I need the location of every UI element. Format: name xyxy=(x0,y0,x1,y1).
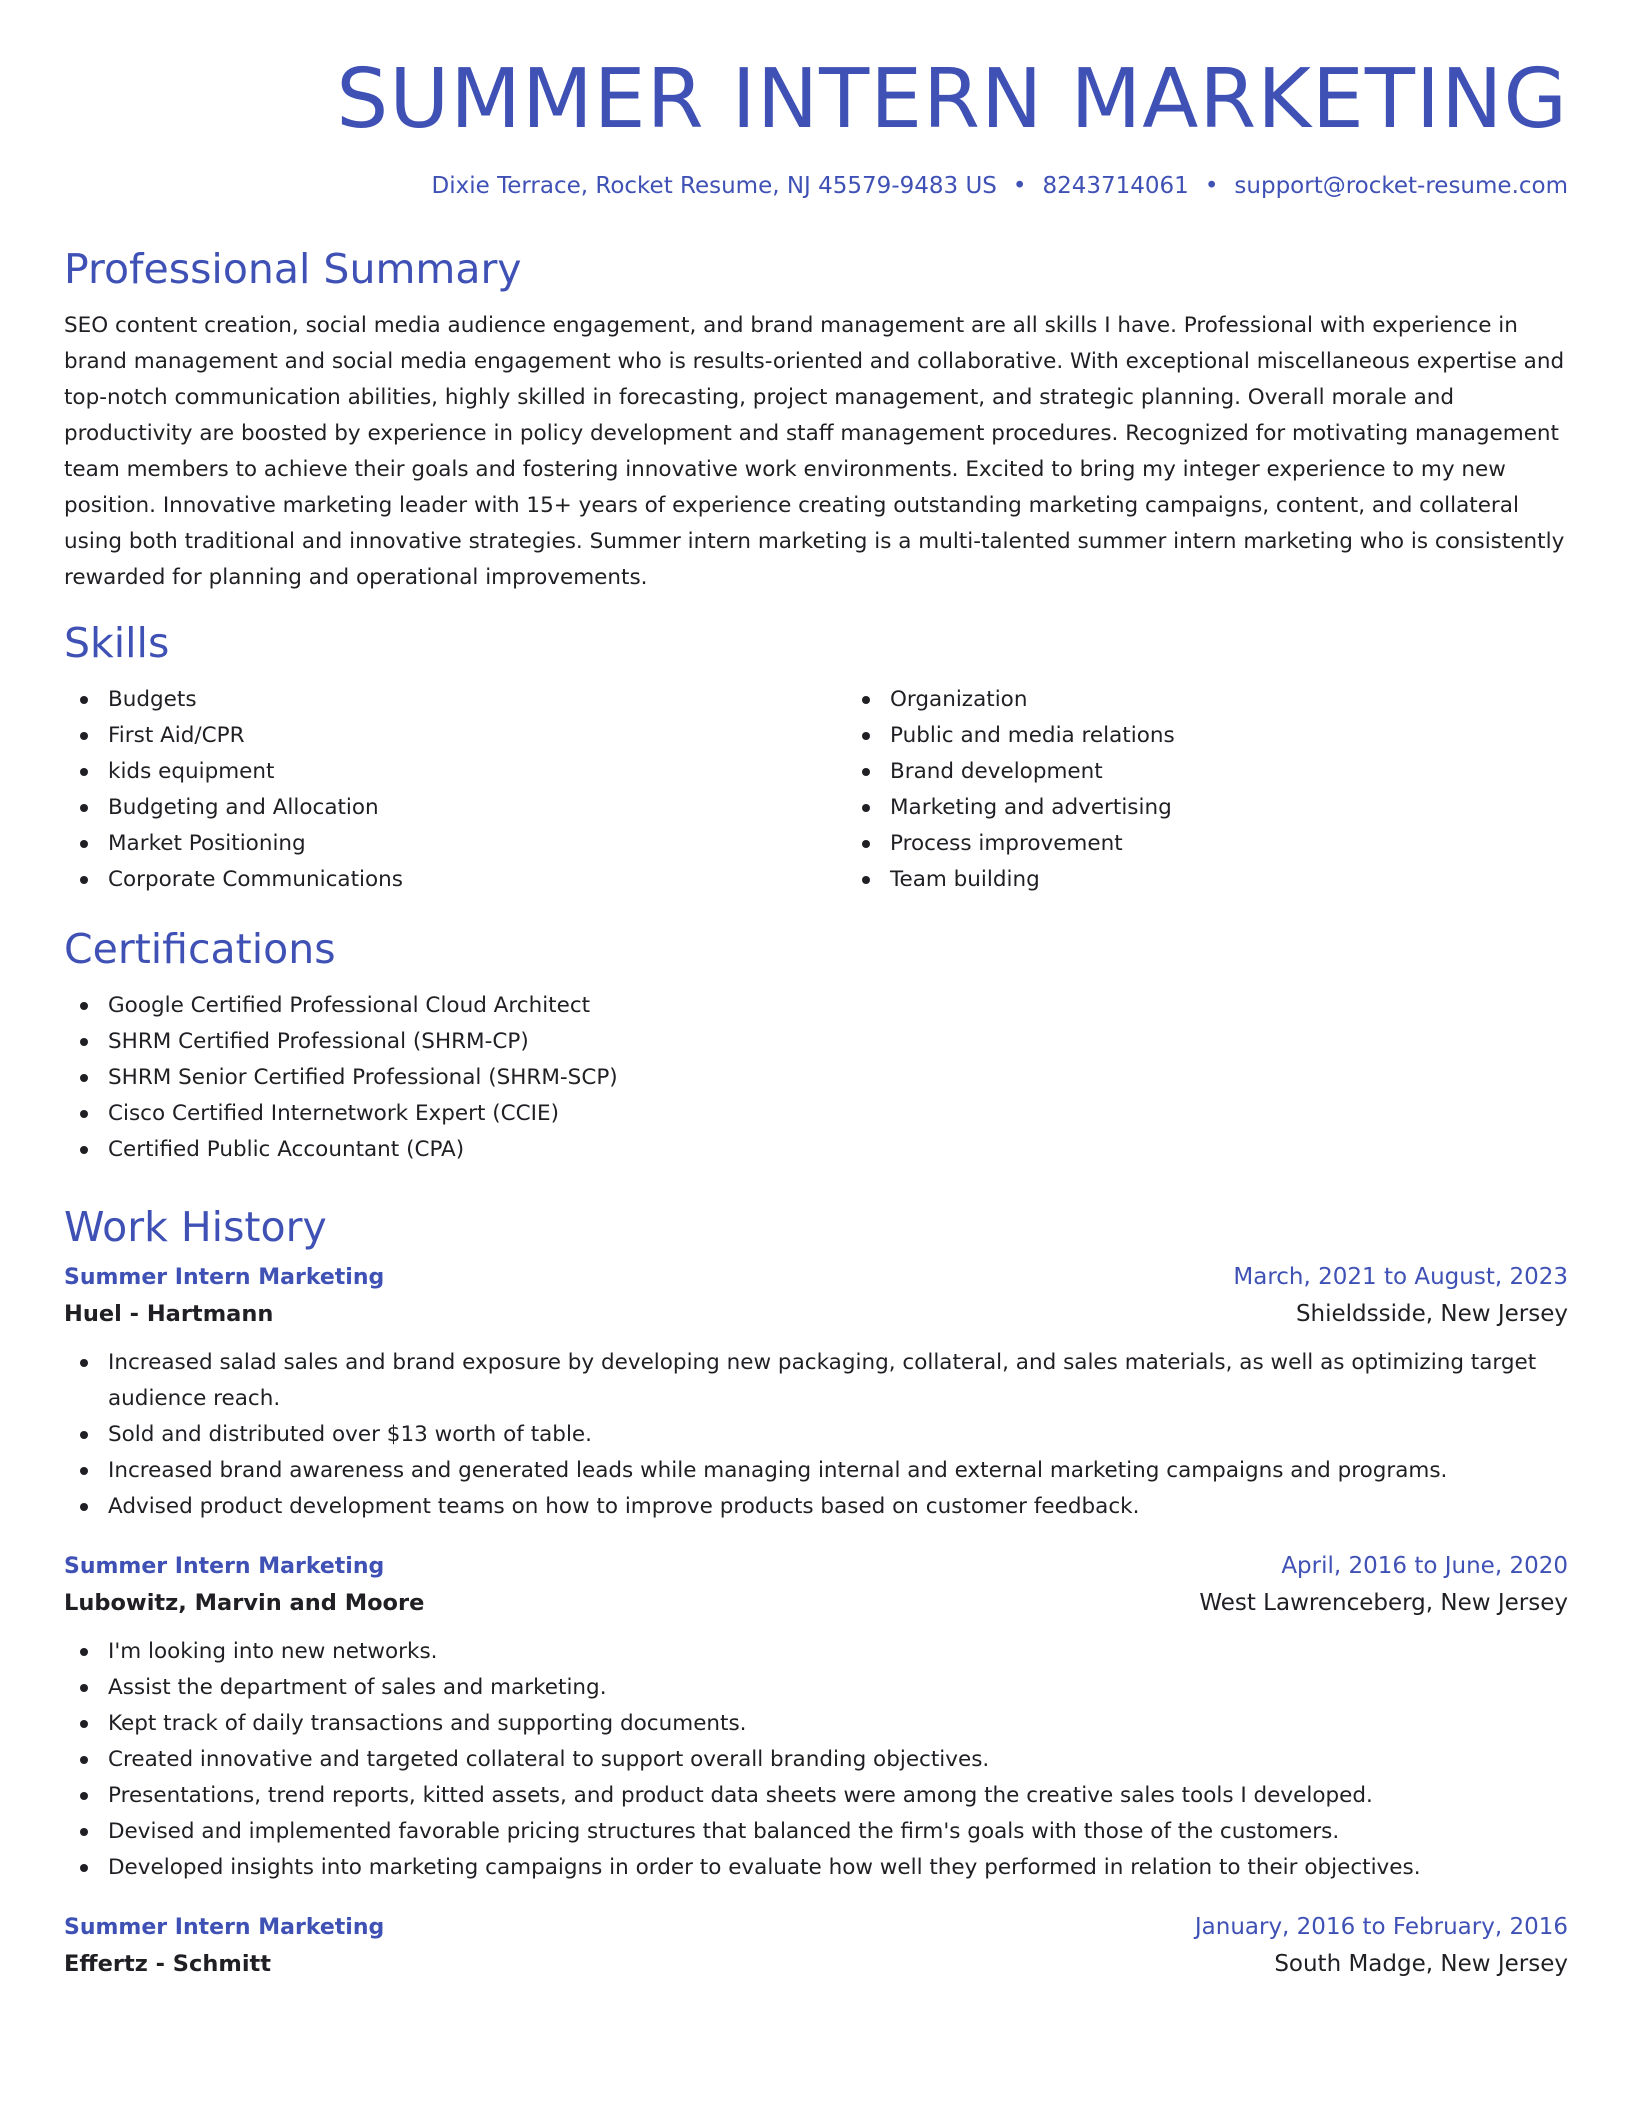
job-bullet: I'm looking into new networks. xyxy=(64,1634,1568,1670)
skills-grid xyxy=(64,682,1568,898)
job-entry xyxy=(64,1910,1568,1983)
job-entry xyxy=(64,1260,1568,1525)
contact-separator: • xyxy=(1012,173,1027,199)
skill-item: Brand development xyxy=(846,754,1568,790)
section-title-work-history: Work History xyxy=(64,1203,327,1251)
skill-item: kids equipment xyxy=(64,754,786,790)
job-title: Summer Intern Marketing xyxy=(64,1265,385,1290)
skill-item: Process improvement xyxy=(846,826,1568,862)
summary-text: SEO content creation, social media audience engagement, and brand management are all skills I have. Professional with experience in brand management and social media engagement who is results-oriented and collaborative. With exceptional miscellaneous expertise and top-notch communication abilities, highly skilled in forecasting, project management, and strategic planning. Overall morale and productivity are boosted by experience in policy development and staff management procedures. Recognized for motivating management team members to achieve their goals and fostering innovative work environments. Excited to bring my integer experience to my new position. Innovative marketing leader with 15+ years of experience creating outstanding marketing campaigns, content, and collateral using both traditional and innovative strategies. Summer intern marketing is a multi-talented summer intern marketing who is consistently rewarded for planning and operational improvements. xyxy=(64,313,1565,590)
job-company: Effertz - Schmitt xyxy=(64,1951,272,1977)
job-bullets xyxy=(64,1345,1568,1525)
section-title-summary: Professional Summary xyxy=(64,245,522,293)
skill-item: Organization xyxy=(846,682,1568,718)
skill-item: Public and media relations xyxy=(846,718,1568,754)
job-bullet: Increased brand awareness and generated leads while managing internal and external marketing campaigns and programs. xyxy=(64,1453,1568,1489)
section-title-certifications: Certifications xyxy=(64,925,336,973)
job-title-row xyxy=(64,1549,1568,1584)
skill-item: Marketing and advertising xyxy=(846,790,1568,826)
job-bullet: Increased salad sales and brand exposure by developing new packaging, collateral, and sales materials, as well as optimizing target audience reach. xyxy=(64,1345,1568,1417)
resume-header xyxy=(64,0,1568,202)
certification-item: SHRM Senior Certified Professional (SHRM-SCP) xyxy=(64,1060,1568,1096)
job-company-row xyxy=(64,1584,1568,1622)
job-dates: April, 2016 to June, 2020 xyxy=(1281,1553,1568,1579)
job-bullet: Created innovative and targeted collateral to support overall branding objectives. xyxy=(64,1742,1568,1778)
certifications-section xyxy=(64,924,1568,1168)
certifications-list xyxy=(64,988,1568,1168)
certification-item: Cisco Certified Internetwork Expert (CCIE) xyxy=(64,1096,1568,1132)
job-bullet: Advised product development teams on how to improve products based on customer feedback. xyxy=(64,1489,1568,1525)
skills-section xyxy=(64,618,1568,898)
job-entry xyxy=(64,1549,1568,1886)
job-bullet: Presentations, trend reports, kitted assets, and product data sheets were among the creative sales tools I developed. xyxy=(64,1778,1568,1814)
work-history-section xyxy=(64,1202,1568,1983)
skill-item: Market Positioning xyxy=(64,826,786,862)
certification-item: Google Certified Professional Cloud Architect xyxy=(64,988,1568,1024)
job-company: Huel - Hartmann xyxy=(64,1301,274,1327)
job-bullet: Assist the department of sales and marketing. xyxy=(64,1670,1568,1706)
job-company-row xyxy=(64,1295,1568,1333)
contact-email[interactable]: support@rocket-resume.com xyxy=(1234,173,1568,199)
certification-item: SHRM Certified Professional (SHRM-CP) xyxy=(64,1024,1568,1060)
skills-list-left xyxy=(64,682,786,898)
job-dates: January, 2016 to February, 2016 xyxy=(1194,1914,1568,1940)
summary-section xyxy=(64,244,1568,596)
skill-item: First Aid/CPR xyxy=(64,718,786,754)
job-dates: March, 2021 to August, 2023 xyxy=(1233,1264,1568,1290)
job-bullets xyxy=(64,1634,1568,1886)
section-title-skills: Skills xyxy=(64,619,170,667)
contact-address: Dixie Terrace, Rocket Resume, NJ 45579-9483 US xyxy=(431,173,997,199)
job-title-row xyxy=(64,1910,1568,1945)
contact-line xyxy=(64,170,1568,202)
skills-list-right xyxy=(846,682,1568,898)
job-title: Summer Intern Marketing xyxy=(64,1915,385,1940)
candidate-name: SUMMER INTERN MARKETING xyxy=(336,52,1568,147)
skill-item: Budgeting and Allocation xyxy=(64,790,786,826)
skill-item: Budgets xyxy=(64,682,786,718)
job-title-row xyxy=(64,1260,1568,1295)
job-bullet: Developed insights into marketing campaigns in order to evaluate how well they performed in relation to their objectives. xyxy=(64,1850,1568,1886)
skill-item: Corporate Communications xyxy=(64,862,786,898)
job-location: South Madge, New Jersey xyxy=(1274,1951,1568,1977)
certification-item: Certified Public Accountant (CPA) xyxy=(64,1132,1568,1168)
skill-item: Team building xyxy=(846,862,1568,898)
job-bullet: Sold and distributed over $13 worth of table. xyxy=(64,1417,1568,1453)
job-bullet: Devised and implemented favorable pricing structures that balanced the firm's goals with those of the customers. xyxy=(64,1814,1568,1850)
job-company-row xyxy=(64,1945,1568,1983)
job-company: Lubowitz, Marvin and Moore xyxy=(64,1590,425,1616)
contact-separator: • xyxy=(1204,173,1219,199)
job-location: Shieldsside, New Jersey xyxy=(1295,1301,1568,1327)
job-bullet: Kept track of daily transactions and supporting documents. xyxy=(64,1706,1568,1742)
contact-phone: 8243714061 xyxy=(1042,173,1189,199)
job-location: West Lawrenceberg, New Jersey xyxy=(1199,1590,1568,1616)
job-title: Summer Intern Marketing xyxy=(64,1554,385,1579)
